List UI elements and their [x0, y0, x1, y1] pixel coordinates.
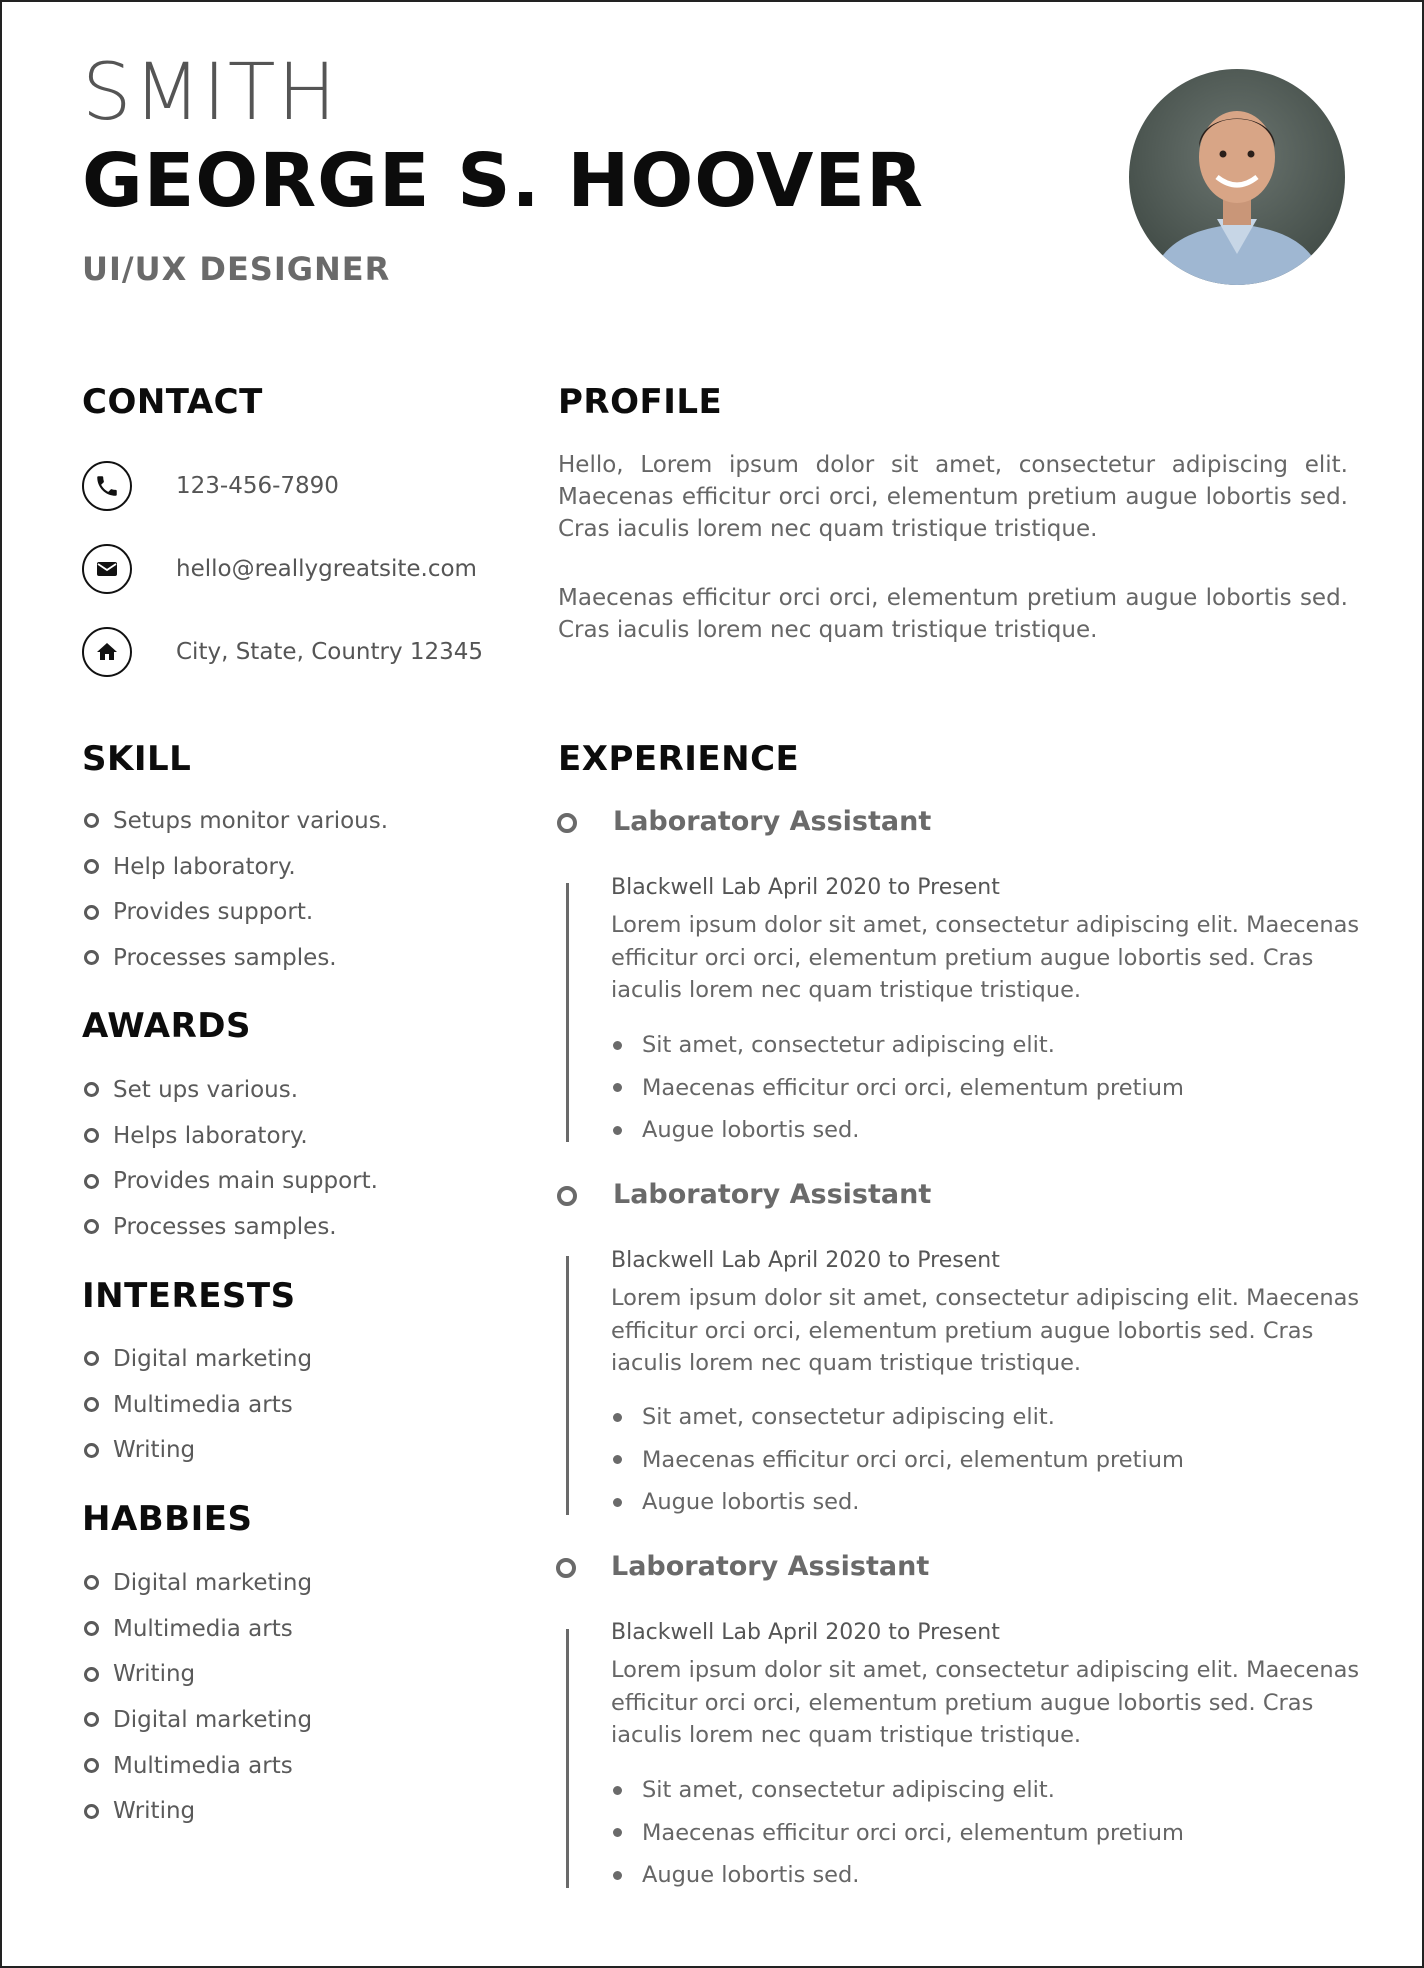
contact-address	[82, 622, 502, 682]
contact-phone	[82, 456, 502, 516]
contact-title: CONTACT	[82, 382, 263, 422]
list-item: Writing	[84, 1788, 312, 1834]
job-title: UI/UX DESIGNER	[82, 250, 391, 288]
experience-bullets	[611, 1024, 1184, 1152]
awards-title: AWARDS	[82, 1006, 251, 1046]
interests-title: INTERESTS	[82, 1276, 296, 1316]
list-item: Processes samples.	[84, 935, 388, 981]
ring-bullet-icon	[84, 1128, 99, 1143]
list-item: Multimedia arts	[84, 1382, 312, 1428]
timeline-circle-icon	[557, 813, 577, 833]
mail-icon	[82, 544, 132, 594]
dot-bullet-icon	[613, 1413, 622, 1422]
timeline-line	[566, 1629, 569, 1888]
ring-bullet-icon	[84, 1712, 99, 1727]
phone-number: 123-456-7890	[176, 473, 339, 499]
experience-role: Laboratory Assistant	[613, 806, 932, 837]
ring-bullet-icon	[84, 1575, 99, 1590]
ring-bullet-icon	[84, 1758, 99, 1773]
experience-description: Lorem ipsum dolor sit amet, consectetur adipiscing elit. Maecenas efficitur orci orci, elementum pretium augue lobortis sed. Cras iaculis lorem nec quam tristique tristique.	[611, 1657, 1360, 1748]
list-item: Help laboratory.	[84, 844, 388, 890]
list-item: Multimedia arts	[84, 1606, 312, 1652]
list-item: Helps laboratory.	[84, 1113, 378, 1159]
dot-bullet-icon	[613, 1786, 622, 1795]
experience-title: EXPERIENCE	[558, 739, 800, 779]
list-item: Sit amet, consectetur adipiscing elit.	[611, 1769, 1184, 1812]
list-item: Digital marketing	[84, 1336, 312, 1382]
habbies-list	[84, 1560, 312, 1834]
timeline-circle-icon	[556, 1558, 576, 1578]
list-item: Sit amet, consectetur adipiscing elit.	[611, 1396, 1184, 1439]
skill-list	[84, 798, 388, 981]
experience-bullets	[611, 1769, 1184, 1897]
portrait-image	[1129, 69, 1345, 285]
dot-bullet-icon	[613, 1041, 622, 1050]
list-item: Setups monitor various.	[84, 798, 388, 844]
ring-bullet-icon	[84, 1351, 99, 1366]
interests-list	[84, 1336, 312, 1473]
address: City, State, Country 12345	[176, 639, 484, 665]
ring-bullet-icon	[84, 1082, 99, 1097]
ring-bullet-icon	[84, 1397, 99, 1412]
dot-bullet-icon	[613, 1498, 622, 1507]
ring-bullet-icon	[84, 1804, 99, 1819]
profile-paragraph-1: Hello, Lorem ipsum dolor sit amet, consectetur adipiscing elit. Maecenas efficitur orci orci, elementum pretium augue lobortis sed. Cras iaculis lorem nec quam tristique tristique.	[558, 452, 1348, 542]
experience-role: Laboratory Assistant	[613, 1179, 932, 1210]
list-item: Writing	[84, 1651, 312, 1697]
experience-role: Laboratory Assistant	[611, 1551, 930, 1582]
ring-bullet-icon	[84, 1219, 99, 1234]
ring-bullet-icon	[84, 1443, 99, 1458]
list-item: Writing	[84, 1427, 312, 1473]
home-icon	[82, 627, 132, 677]
ring-bullet-icon	[84, 859, 99, 874]
skill-title: SKILL	[82, 739, 192, 779]
profile-photo	[1129, 69, 1345, 285]
ring-bullet-icon	[84, 950, 99, 965]
experience-meta: Blackwell Lab April 2020 to Present	[611, 1620, 1000, 1645]
ring-bullet-icon	[84, 1621, 99, 1636]
experience-meta: Blackwell Lab April 2020 to Present	[611, 875, 1000, 900]
list-item: Maecenas efficitur orci orci, elementum pretium	[611, 1067, 1184, 1110]
list-item: Provides support.	[84, 889, 388, 935]
list-item: Maecenas efficitur orci orci, elementum pretium	[611, 1439, 1184, 1482]
experience-meta: Blackwell Lab April 2020 to Present	[611, 1248, 1000, 1273]
dot-bullet-icon	[613, 1828, 622, 1837]
contact-email	[82, 539, 502, 599]
experience-bullets	[611, 1396, 1184, 1524]
email-address: hello@reallygreatsite.com	[176, 556, 477, 582]
ring-bullet-icon	[84, 813, 99, 828]
dot-bullet-icon	[613, 1083, 622, 1092]
dot-bullet-icon	[613, 1455, 622, 1464]
surname: SMITH	[82, 48, 339, 138]
phone-icon	[82, 461, 132, 511]
dot-bullet-icon	[613, 1871, 622, 1880]
list-item: Multimedia arts	[84, 1743, 312, 1789]
awards-list	[84, 1067, 378, 1250]
timeline-circle-icon	[557, 1186, 577, 1206]
list-item: Sit amet, consectetur adipiscing elit.	[611, 1024, 1184, 1067]
ring-bullet-icon	[84, 905, 99, 920]
list-item: Augue lobortis sed.	[611, 1854, 1184, 1897]
profile-title: PROFILE	[558, 382, 723, 422]
profile-paragraph-2: Maecenas efficitur orci orci, elementum pretium augue lobortis sed. Cras iaculis lorem nec quam tristique tristique.	[558, 585, 1348, 643]
full-name: GEORGE S. HOOVER	[82, 138, 924, 224]
list-item: Digital marketing	[84, 1560, 312, 1606]
timeline-line	[566, 1256, 569, 1515]
list-item: Processes samples.	[84, 1204, 378, 1250]
list-item: Digital marketing	[84, 1697, 312, 1743]
habbies-title: HABBIES	[82, 1499, 253, 1539]
list-item: Set ups various.	[84, 1067, 378, 1113]
dot-bullet-icon	[613, 1126, 622, 1135]
ring-bullet-icon	[84, 1667, 99, 1682]
timeline-line	[566, 883, 569, 1142]
experience-description: Lorem ipsum dolor sit amet, consectetur adipiscing elit. Maecenas efficitur orci orci, elementum pretium augue lobortis sed. Cras iaculis lorem nec quam tristique tristique.	[611, 1285, 1360, 1376]
list-item: Maecenas efficitur orci orci, elementum pretium	[611, 1812, 1184, 1855]
list-item: Provides main support.	[84, 1158, 378, 1204]
experience-description: Lorem ipsum dolor sit amet, consectetur adipiscing elit. Maecenas efficitur orci orci, elementum pretium augue lobortis sed. Cras iaculis lorem nec quam tristique tristique.	[611, 912, 1360, 1003]
ring-bullet-icon	[84, 1174, 99, 1189]
list-item: Augue lobortis sed.	[611, 1481, 1184, 1524]
list-item: Augue lobortis sed.	[611, 1109, 1184, 1152]
